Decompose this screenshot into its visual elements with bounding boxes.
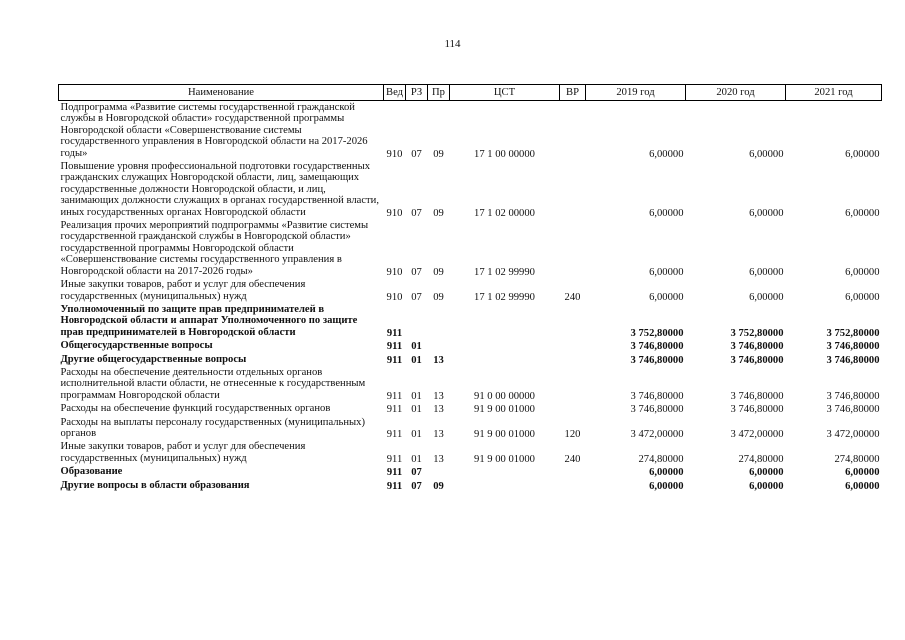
row-name: Расходы на обеспечение деятельности отдельных органов исполнительной власти области, не отнесенные к государственным программам Новгородской области <box>60 366 366 401</box>
row-pr: 13 <box>433 354 444 366</box>
row-2021: 3 746,80000 <box>826 404 880 416</box>
row-cst: 17 1 02 00000 <box>474 207 535 219</box>
row-cst: 91 9 00 01000 <box>474 453 535 465</box>
row-pr: 09 <box>433 291 444 303</box>
row-ved: 911 <box>386 341 403 353</box>
row-2021: 3 746,80000 <box>826 354 880 366</box>
row-2019: 3 472,00000 <box>630 428 684 440</box>
header-pr: Пр <box>428 85 450 101</box>
table-row <box>59 479 882 492</box>
row-2019: 6,00000 <box>649 266 684 278</box>
row-pr: 09 <box>433 207 444 219</box>
row-cst: 17 1 02 99990 <box>474 291 535 303</box>
row-rz: 07 <box>411 291 422 303</box>
header-cst: ЦСТ <box>450 85 560 101</box>
row-2019: 3 746,80000 <box>630 404 684 416</box>
row-name: Уполномоченный по защите прав предпринимателей в Новгородской области и аппарат Уполномоченного по защите прав предпринимателей в Новгородской области <box>60 303 358 338</box>
row-ved: 910 <box>386 266 403 278</box>
row-cst <box>450 465 560 478</box>
row-2021: 3 746,80000 <box>826 341 880 353</box>
row-vr <box>560 101 586 161</box>
row-pr: 09 <box>433 148 444 160</box>
header-2019: 2019 год <box>586 85 686 101</box>
row-2021: 6,00000 <box>845 266 880 278</box>
row-ved: 911 <box>386 354 403 366</box>
row-pr: 09 <box>433 266 444 278</box>
row-cst: 17 1 02 99990 <box>474 266 535 278</box>
row-2020: 6,00000 <box>749 148 784 160</box>
row-rz: 07 <box>411 266 422 278</box>
table-row <box>59 303 882 339</box>
row-cst <box>450 339 560 352</box>
table-row <box>59 402 882 415</box>
row-ved: 911 <box>386 390 403 402</box>
row-name: Реализация прочих мероприятий подпрограммы «Развитие системы государственной гражданской службы в Новгородской области» государственной программы Новгородской области «Совершенствование системы государственного управления в Новгородской области на 2017-2026 годы» <box>60 220 369 277</box>
row-rz: 07 <box>411 480 422 492</box>
row-name: Иные закупки товаров, работ и услуг для обеспечения государственных (муниципальных) нужд <box>60 441 306 464</box>
header-2020: 2020 год <box>686 85 786 101</box>
row-2021: 3 746,80000 <box>826 390 880 402</box>
row-rz: 01 <box>411 341 422 353</box>
row-name: Образование <box>60 466 123 478</box>
row-name: Повышение уровня профессиональной подготовки государственных гражданских служащих Новгородской области, лиц, замещающих государственные должности Новгородской области, и лиц, занимающих должности служащих в органах государственной власти, иных государственных органах Новгородской области <box>60 161 379 218</box>
header-vr: ВР <box>560 85 586 101</box>
row-ved: 911 <box>386 404 403 416</box>
row-cst <box>450 353 560 366</box>
header-ved: Вед <box>384 85 406 101</box>
row-pr <box>428 339 450 352</box>
row-name: Подпрограмма «Развитие системы государственной гражданской службы в Новгородской области» государственной программы Новгородской области «Совершенствование системы государственного управления в Новгородской области на 2017-2026 годы» <box>60 102 368 159</box>
row-ved: 911 <box>386 428 403 440</box>
row-ved: 911 <box>386 327 403 339</box>
row-cst <box>450 303 560 339</box>
row-vr: 240 <box>564 291 581 303</box>
row-pr: 13 <box>433 390 444 402</box>
row-cst: 91 0 00 00000 <box>474 390 535 402</box>
row-2019: 3 746,80000 <box>630 390 684 402</box>
row-2020: 3 752,80000 <box>730 327 784 339</box>
table-row <box>59 101 882 161</box>
row-ved: 910 <box>386 207 403 219</box>
table-row <box>59 219 882 278</box>
header-name: Наименование <box>59 85 384 101</box>
row-vr: 240 <box>564 453 581 465</box>
table-row <box>59 440 882 465</box>
row-pr: 13 <box>433 404 444 416</box>
row-pr: 09 <box>433 480 444 492</box>
row-2020: 3 472,00000 <box>730 428 784 440</box>
row-2020: 6,00000 <box>749 480 784 492</box>
row-vr <box>560 402 586 415</box>
row-2021: 3 752,80000 <box>826 327 880 339</box>
header-2021: 2021 год <box>786 85 882 101</box>
row-2019: 274,80000 <box>638 453 684 465</box>
row-2019: 3 746,80000 <box>630 341 684 353</box>
row-2021: 3 472,00000 <box>826 428 880 440</box>
row-2020: 6,00000 <box>749 266 784 278</box>
row-2019: 6,00000 <box>649 291 684 303</box>
row-ved: 910 <box>386 291 403 303</box>
row-2020: 3 746,80000 <box>730 404 784 416</box>
row-name: Расходы на обеспечение функций государственных органов <box>60 403 331 415</box>
table-row <box>59 160 882 219</box>
row-rz: 07 <box>411 467 422 479</box>
row-vr <box>560 160 586 219</box>
table-body <box>59 101 882 493</box>
row-2019: 6,00000 <box>649 148 684 160</box>
row-name: Другие общегосударственные вопросы <box>60 353 247 365</box>
row-cst: 91 9 00 01000 <box>474 404 535 416</box>
row-rz: 01 <box>411 404 422 416</box>
row-2020: 6,00000 <box>749 467 784 479</box>
row-2020: 274,80000 <box>738 453 784 465</box>
row-rz <box>406 303 428 339</box>
row-2021: 6,00000 <box>845 291 880 303</box>
row-2020: 6,00000 <box>749 291 784 303</box>
row-2019: 6,00000 <box>649 480 684 492</box>
row-vr <box>560 339 586 352</box>
row-2020: 3 746,80000 <box>730 390 784 402</box>
row-2021: 6,00000 <box>845 480 880 492</box>
header-rz: РЗ <box>406 85 428 101</box>
row-vr <box>560 465 586 478</box>
row-vr <box>560 219 586 278</box>
table-row <box>59 339 882 352</box>
row-vr <box>560 366 586 402</box>
row-2020: 3 746,80000 <box>730 341 784 353</box>
table-row <box>59 278 882 303</box>
row-ved: 911 <box>386 453 403 465</box>
budget-table <box>58 84 882 492</box>
page-number: 114 <box>444 38 461 50</box>
row-2021: 6,00000 <box>845 148 880 160</box>
row-vr <box>560 353 586 366</box>
row-2021: 274,80000 <box>834 453 880 465</box>
row-cst: 91 9 00 01000 <box>474 428 535 440</box>
row-rz: 01 <box>411 428 422 440</box>
row-ved: 911 <box>386 480 403 492</box>
row-2020: 6,00000 <box>749 207 784 219</box>
row-name: Иные закупки товаров, работ и услуг для обеспечения государственных (муниципальных) нужд <box>60 279 306 302</box>
row-2019: 6,00000 <box>649 467 684 479</box>
row-2020: 3 746,80000 <box>730 354 784 366</box>
table-row <box>59 465 882 478</box>
row-cst <box>450 479 560 492</box>
row-pr <box>428 465 450 478</box>
row-pr: 13 <box>433 453 444 465</box>
row-pr <box>428 303 450 339</box>
row-rz: 07 <box>411 148 422 160</box>
table-header-row <box>59 85 882 101</box>
table-row <box>59 416 882 441</box>
row-ved: 910 <box>386 148 403 160</box>
row-rz: 01 <box>411 354 422 366</box>
table-row <box>59 366 882 402</box>
row-name: Общегосударственные вопросы <box>60 340 213 352</box>
table-row <box>59 353 882 366</box>
row-pr: 13 <box>433 428 444 440</box>
row-2021: 6,00000 <box>845 207 880 219</box>
row-vr <box>560 303 586 339</box>
row-2019: 3 746,80000 <box>630 354 684 366</box>
row-vr: 120 <box>564 428 581 440</box>
row-ved: 911 <box>386 467 403 479</box>
row-rz: 07 <box>411 207 422 219</box>
row-rz: 01 <box>411 390 422 402</box>
row-2021: 6,00000 <box>845 467 880 479</box>
row-rz: 01 <box>411 453 422 465</box>
row-cst: 17 1 00 00000 <box>474 148 535 160</box>
row-name: Другие вопросы в области образования <box>60 479 250 491</box>
row-name: Расходы на выплаты персоналу государственных (муниципальных) органов <box>60 416 365 439</box>
row-2019: 6,00000 <box>649 207 684 219</box>
row-2019: 3 752,80000 <box>630 327 684 339</box>
row-vr <box>560 479 586 492</box>
